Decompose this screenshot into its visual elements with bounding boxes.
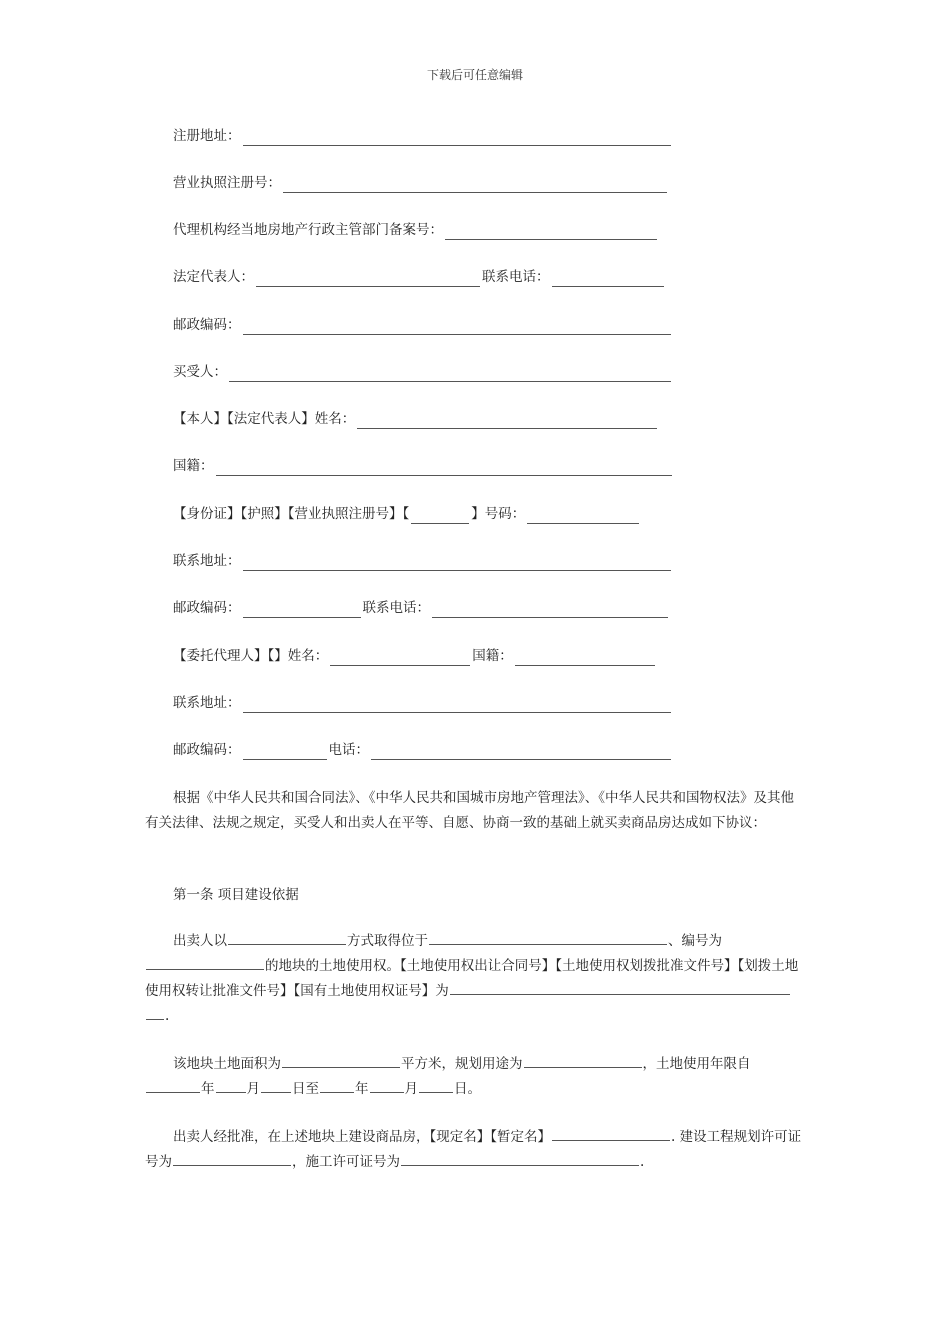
p3-text-b: . 建设工程规划许可证号为 bbox=[145, 1129, 802, 1170]
end-month-field[interactable] bbox=[370, 1078, 404, 1093]
buyer-name-row bbox=[173, 409, 659, 429]
article-1-paragraph-1 bbox=[145, 929, 805, 1029]
agent-postcode-row bbox=[173, 740, 673, 760]
p2-month2: 月 bbox=[404, 1081, 418, 1097]
buyer-address-row bbox=[173, 551, 673, 571]
buyer-postcode-label: 邮政编码： bbox=[173, 600, 241, 616]
p3-text-c: ，施工许可证号为 bbox=[292, 1154, 400, 1170]
parcel-number-field[interactable] bbox=[146, 955, 264, 970]
end-day-field[interactable] bbox=[419, 1078, 453, 1093]
filing-number-field[interactable] bbox=[445, 225, 657, 240]
land-certificate-field-cont[interactable] bbox=[146, 1005, 164, 1020]
p1-text-d: 的地块的土地使用权。【土地使用权出让合同号】【土地使用权划拨批准文件号】【划拨土地使用权转让批准文件号】【国有土地使用权证号】为 bbox=[145, 958, 799, 999]
p2-day-to: 日至 bbox=[292, 1081, 319, 1097]
start-year-field[interactable] bbox=[146, 1078, 200, 1093]
filing-number-row bbox=[173, 220, 659, 240]
acquisition-method-field[interactable] bbox=[228, 930, 346, 945]
filing-number-label: 代理机构经当地房地产行政主管部门备案号： bbox=[173, 222, 443, 238]
planning-permit-field[interactable] bbox=[173, 1151, 291, 1166]
agent-nationality-label: 国籍： bbox=[472, 648, 513, 664]
legal-rep-phone-label: 联系电话： bbox=[482, 269, 550, 285]
header-note: 下载后可任意编辑 bbox=[426, 68, 523, 82]
buyer-nationality-field[interactable] bbox=[216, 461, 672, 476]
article-1-title: 第一条 项目建设依据 bbox=[173, 887, 299, 903]
p2-text-a: 该地块土地面积为 bbox=[173, 1056, 281, 1072]
article-1-paragraph-2 bbox=[145, 1052, 805, 1102]
seller-postcode-label: 邮政编码： bbox=[173, 317, 241, 333]
buyer-label: 买受人： bbox=[173, 364, 227, 380]
buyer-postcode-field[interactable] bbox=[243, 603, 361, 618]
agent-name-field[interactable] bbox=[330, 651, 470, 666]
agent-name-label: 【委托代理人】【】姓名： bbox=[173, 648, 329, 664]
buyer-row bbox=[173, 362, 673, 382]
registered-address-field[interactable] bbox=[243, 131, 671, 146]
agent-phone-label: 电话： bbox=[328, 742, 369, 758]
legal-rep-phone-field[interactable] bbox=[552, 272, 664, 287]
buyer-name-label: 【本人】【法定代表人】姓名： bbox=[173, 411, 356, 427]
p3-text-a: 出卖人经批准，在上述地块上建设商品房，【现定名】【暂定名】 bbox=[173, 1129, 551, 1145]
buyer-nationality-label: 国籍： bbox=[173, 458, 214, 474]
p1-text-a: 出卖人以 bbox=[173, 933, 227, 949]
buyer-nationality-row bbox=[173, 456, 674, 476]
business-license-row bbox=[173, 173, 669, 193]
agent-address-row bbox=[173, 693, 673, 713]
p2-text-c: ，土地使用年限自 bbox=[642, 1056, 751, 1072]
legal-rep-field[interactable] bbox=[256, 272, 480, 287]
agent-postcode-label: 邮政编码： bbox=[173, 742, 241, 758]
buyer-id-label-start: 【身份证】【护照】【营业执照注册号】【 bbox=[173, 506, 410, 522]
land-certificate-field[interactable] bbox=[450, 980, 790, 995]
article-1-paragraph-3 bbox=[145, 1125, 805, 1175]
land-area-field[interactable] bbox=[282, 1053, 400, 1068]
planned-use-field[interactable] bbox=[524, 1053, 642, 1068]
registered-address-label: 注册地址： bbox=[173, 128, 241, 144]
buyer-field[interactable] bbox=[229, 367, 671, 382]
agent-address-field[interactable] bbox=[243, 698, 671, 713]
buyer-postcode-row bbox=[173, 598, 670, 618]
construction-permit-field[interactable] bbox=[401, 1151, 639, 1166]
p3-text-d: . bbox=[640, 1154, 645, 1170]
buyer-address-field[interactable] bbox=[243, 556, 671, 571]
p1-text-e: . bbox=[165, 1008, 170, 1024]
p2-text-b: 平方米，规划用途为 bbox=[401, 1056, 523, 1072]
seller-postcode-field[interactable] bbox=[243, 320, 671, 335]
buyer-id-number-field[interactable] bbox=[527, 509, 639, 524]
buyer-address-label: 联系地址： bbox=[173, 553, 241, 569]
business-license-field[interactable] bbox=[283, 178, 667, 193]
project-name-field[interactable] bbox=[552, 1126, 670, 1141]
registered-address-row bbox=[173, 126, 673, 146]
buyer-phone-label: 联系电话： bbox=[362, 600, 430, 616]
buyer-name-field[interactable] bbox=[357, 414, 657, 429]
buyer-phone-field[interactable] bbox=[432, 603, 668, 618]
p2-day: 日。 bbox=[454, 1081, 481, 1097]
legal-rep-row bbox=[173, 267, 666, 287]
p2-year: 年 bbox=[201, 1081, 215, 1097]
p2-year2: 年 bbox=[355, 1081, 369, 1097]
agent-nationality-field[interactable] bbox=[515, 651, 655, 666]
p1-text-b: 方式取得位于 bbox=[347, 933, 428, 949]
end-year-field[interactable] bbox=[320, 1078, 354, 1093]
legal-rep-label: 法定代表人： bbox=[173, 269, 254, 285]
agent-address-label: 联系地址： bbox=[173, 695, 241, 711]
p1-text-c: 、编号为 bbox=[668, 933, 722, 949]
buyer-id-type-field[interactable] bbox=[411, 509, 469, 524]
preamble-paragraph: 根据《中华人民共和国合同法》、《中华人民共和国城市房地产管理法》、《中华人民共和国物权法》及其他有关法律、法规之规定，买受人和出卖人在平等、自愿、协商一致的基础上就买卖商品房达成如下协议： bbox=[145, 790, 794, 831]
buyer-id-label-end: 】号码： bbox=[471, 506, 526, 522]
agent-phone-field[interactable] bbox=[371, 745, 671, 760]
seller-postcode-row bbox=[173, 315, 673, 335]
start-month-field[interactable] bbox=[216, 1078, 246, 1093]
agent-postcode-field[interactable] bbox=[243, 745, 327, 760]
agent-name-row bbox=[173, 646, 657, 666]
buyer-id-row bbox=[173, 504, 641, 524]
land-location-field[interactable] bbox=[429, 930, 667, 945]
business-license-label: 营业执照注册号： bbox=[173, 175, 281, 191]
p2-month: 月 bbox=[246, 1081, 260, 1097]
start-day-field[interactable] bbox=[261, 1078, 291, 1093]
